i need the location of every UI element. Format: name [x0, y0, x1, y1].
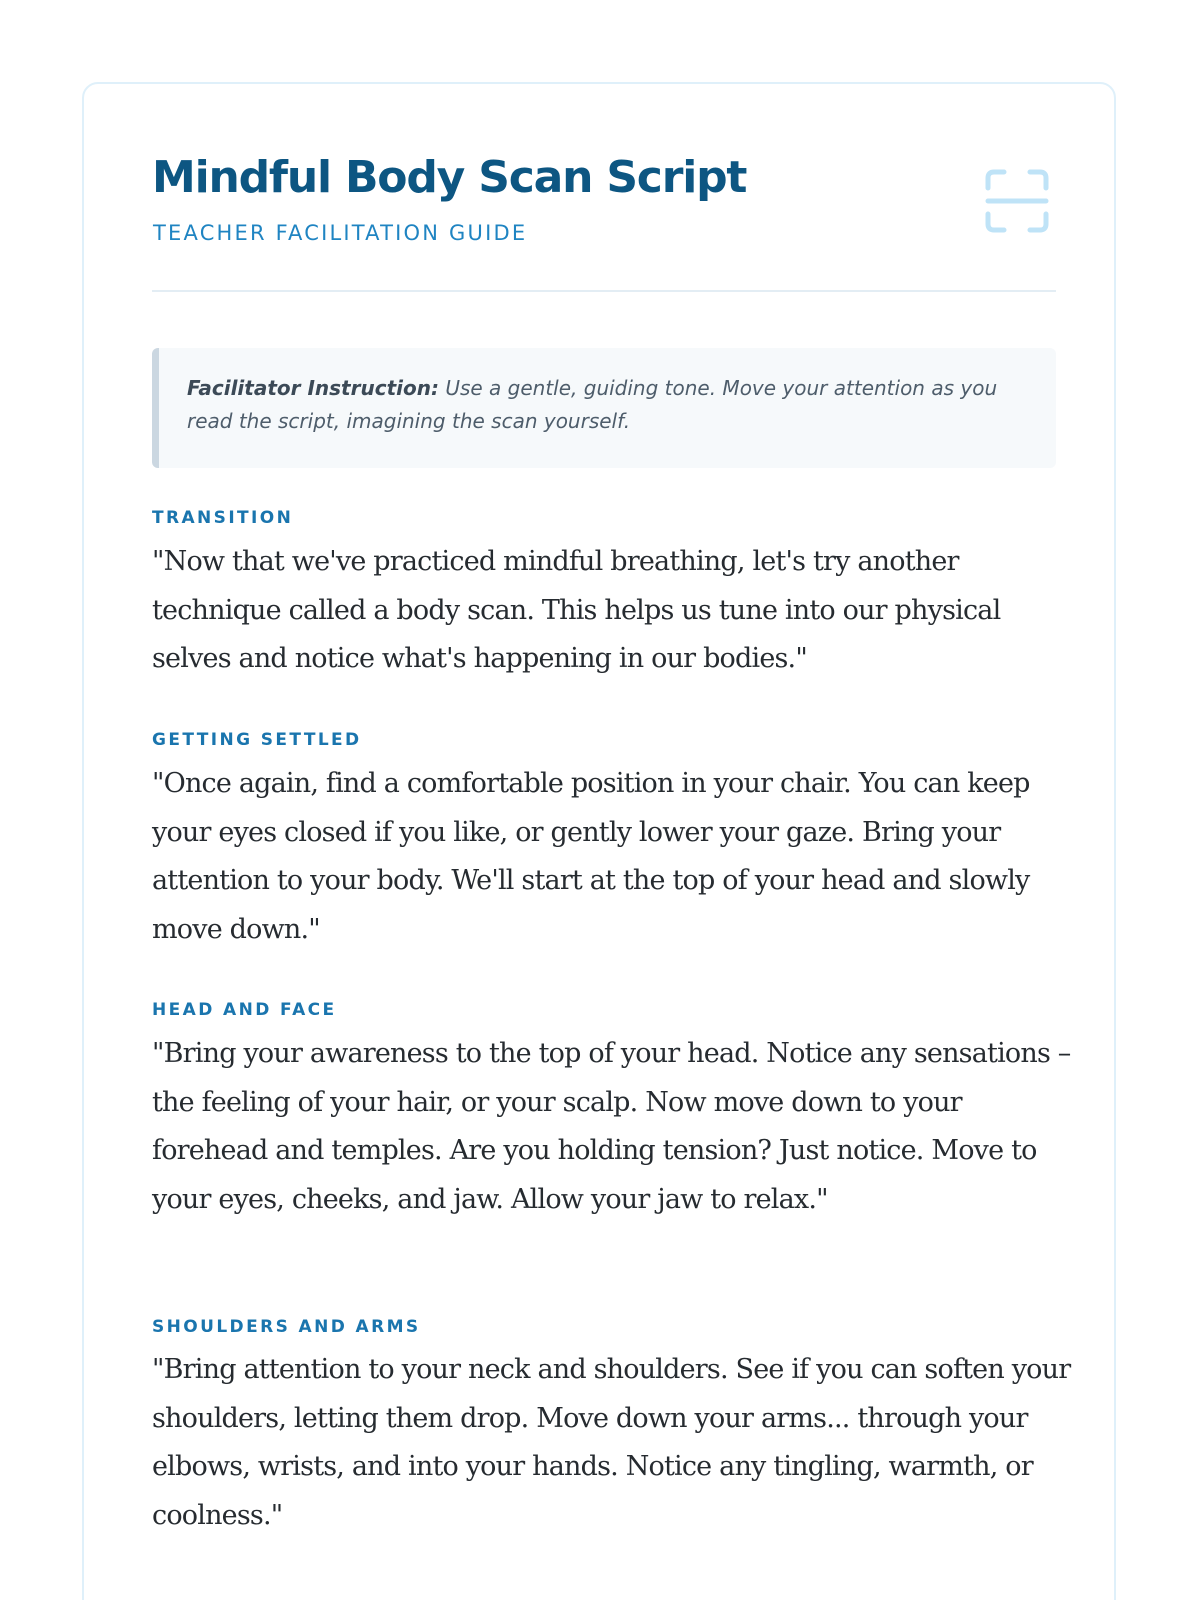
page-title: Mindful Body Scan Script: [152, 152, 747, 203]
document-header: [152, 150, 1056, 292]
section-text-getting-settled: "Once again, find a comfortable position in your chair. You can keep your eyes closed if you like, or gently lower your gaze. Bring your attention to your body. We'll start at the top of your head and slowly move down.": [152, 768, 1030, 945]
facilitator-instruction: [152, 348, 1056, 468]
instruction-lead: Facilitator Instruction:: [187, 376, 439, 400]
section-label-getting-settled: GETTING SETTLED: [152, 730, 362, 750]
page-subtitle: TEACHER FACILITATION GUIDE: [153, 221, 528, 245]
section-label-shoulders-and-arms: SHOULDERS AND ARMS: [152, 1317, 421, 1337]
section-label-head-and-face: HEAD AND FACE: [152, 1000, 337, 1020]
section-label-transition: TRANSITION: [152, 508, 294, 528]
section-text-shoulders-and-arms: "Bring attention to your neck and shoulders. See if you can soften your shoulders, letting them drop. Move down your arms... through your elbows, wrists, and into your hands. Notice any tingling, warmth, or coolness.": [152, 1354, 1071, 1531]
script-card: [82, 82, 1116, 1600]
section-text-transition: "Now that we've practiced mindful breathing, let's try another technique called a body scan. This helps us tune into our physical selves and notice what's happening in our bodies.": [152, 546, 1001, 674]
section-text-head-and-face: "Bring your awareness to the top of your head. Notice any sensations – the feeling of your hair, or your scalp. Now move down to your forehead and temples. Are you holding tension? Just notice. Move to your eyes, cheeks, and jaw. Allow your jaw to relax.": [152, 1038, 1071, 1215]
scan-icon: [982, 166, 1052, 236]
instruction-text: Use a gentle, guiding tone. Move your attention as you read the script, imagining the scan yourself.: [187, 376, 998, 433]
